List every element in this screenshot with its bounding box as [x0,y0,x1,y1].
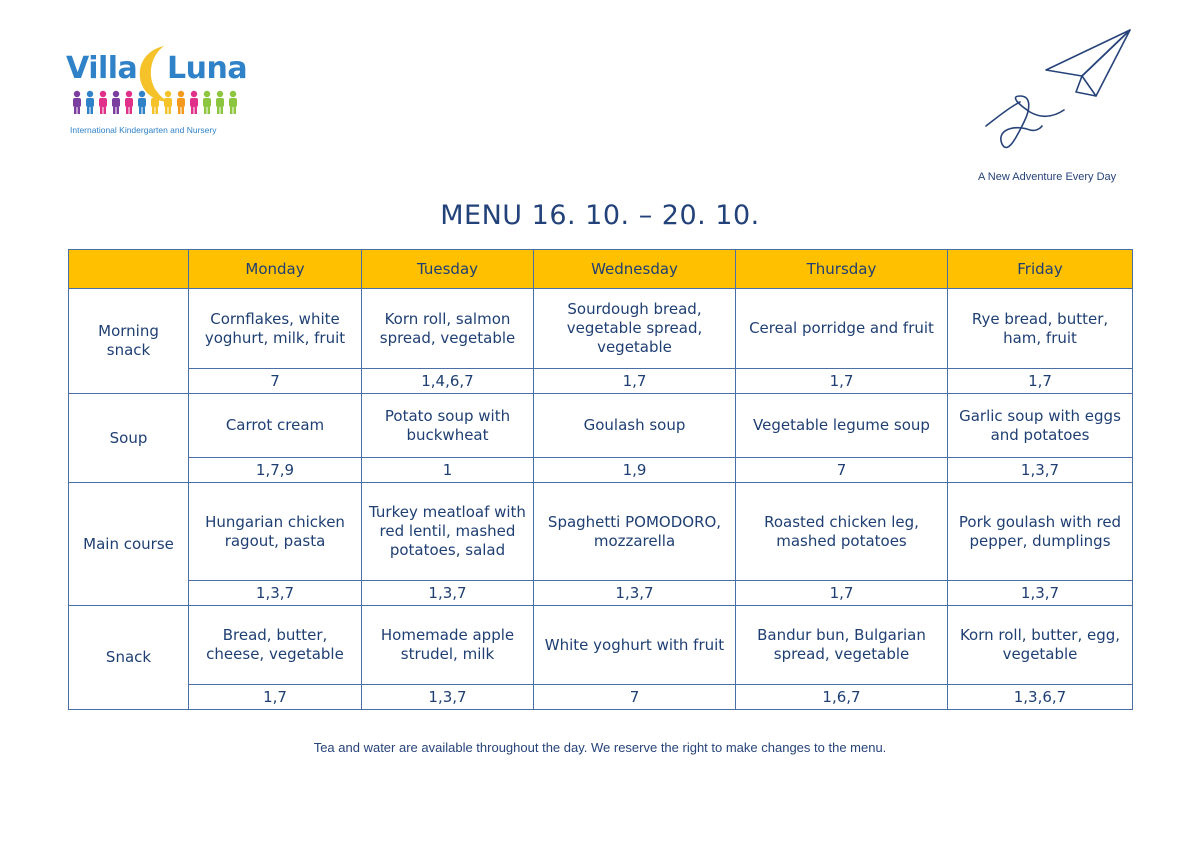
allergen-cell: 1,3,6,7 [948,685,1133,710]
dish-cell: Garlic soup with eggs and potatoes [948,394,1133,458]
dish-cell: Goulash soup [534,394,736,458]
day-header-thursday: Thursday [736,250,948,289]
meal-label: Main course [69,483,189,606]
meal-label: Soup [69,394,189,483]
allergen-row-snack [69,685,1133,710]
allergen-cell: 1,3,7 [948,458,1133,483]
allergen-row-morning-snack [69,369,1133,394]
logo-subtitle: International Kindergarten and Nursery [70,125,217,135]
allergen-row-main-course [69,581,1133,606]
allergen-cell: 1,9 [534,458,736,483]
footer-note: Tea and water are available throughout the day. We reserve the right to make changes to the menu. [313,740,887,755]
dish-cell: Roasted chicken leg, mashed potatoes [736,483,948,581]
allergen-cell: 1,7 [534,369,736,394]
day-header-wednesday: Wednesday [534,250,736,289]
meal-label: Morning snack [69,289,189,394]
meal-row-morning-snack [69,289,1133,369]
dish-cell: Homemade apple strudel, milk [362,606,534,685]
dish-cell: Pork goulash with red pepper, dumplings [948,483,1133,581]
allergen-cell: 1,7 [189,685,362,710]
dish-cell: Carrot cream [189,394,362,458]
dish-cell: Hungarian chicken ragout, pasta [189,483,362,581]
dish-cell: Korn roll, butter, egg, vegetable [948,606,1133,685]
dish-cell: Bread, butter, cheese, vegetable [189,606,362,685]
page-title: MENU 16. 10. – 20. 10. [440,200,760,231]
menu-table [68,249,1133,710]
day-header-tuesday: Tuesday [362,250,534,289]
meal-row-snack [69,606,1133,685]
allergen-cell: 1,6,7 [736,685,948,710]
allergen-cell: 1 [362,458,534,483]
logo-word-villa: Villa [66,51,138,86]
meal-row-main-course [69,483,1133,581]
dish-cell: Korn roll, salmon spread, vegetable [362,289,534,369]
dish-cell: Cereal porridge and fruit [736,289,948,369]
dish-cell: Cornflakes, white yoghurt, milk, fruit [189,289,362,369]
allergen-cell: 1,7 [736,369,948,394]
allergen-cell: 1,4,6,7 [362,369,534,394]
allergen-cell: 1,3,7 [362,685,534,710]
allergen-cell: 1,3,7 [362,581,534,606]
allergen-cell: 1,3,7 [534,581,736,606]
allergen-cell: 7 [736,458,948,483]
allergen-cell: 7 [534,685,736,710]
dish-cell: Spaghetti POMODORO, mozzarella [534,483,736,581]
children-row-icon [70,90,238,116]
allergen-cell: 1,3,7 [948,581,1133,606]
header-corner-cell [69,250,189,289]
allergen-cell: 1,7,9 [189,458,362,483]
day-header-friday: Friday [948,250,1133,289]
header-row [69,250,1133,289]
allergen-cell: 1,3,7 [189,581,362,606]
dish-cell: Sourdough bread, vegetable spread, vegetable [534,289,736,369]
dish-cell: Bandur bun, Bulgarian spread, vegetable [736,606,948,685]
dish-cell: Rye bread, butter, ham, fruit [948,289,1133,369]
day-header-monday: Monday [189,250,362,289]
villa-luna-logo [64,44,264,140]
dish-cell: Vegetable legume soup [736,394,948,458]
allergen-cell: 1,7 [736,581,948,606]
tagline: A New Adventure Every Day [978,171,1117,183]
paper-plane-icon [980,26,1140,166]
dish-cell: Turkey meatloaf with red lentil, mashed potatoes, salad [362,483,534,581]
dish-cell: White yoghurt with fruit [534,606,736,685]
meal-row-soup [69,394,1133,458]
allergen-cell: 1,7 [948,369,1133,394]
logo-word-luna: Luna [167,51,248,86]
allergen-cell: 7 [189,369,362,394]
dish-cell: Potato soup with buckwheat [362,394,534,458]
meal-label: Snack [69,606,189,710]
allergen-row-soup [69,458,1133,483]
